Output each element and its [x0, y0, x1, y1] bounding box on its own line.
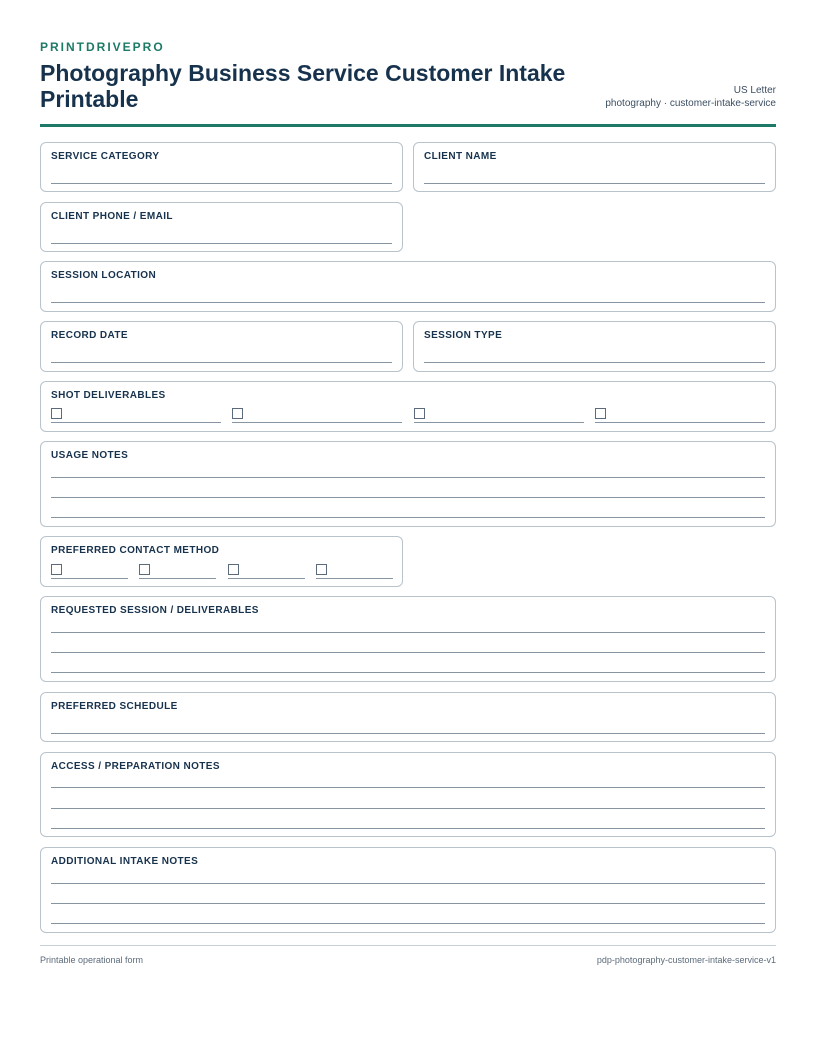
- writing-line[interactable]: [51, 672, 765, 673]
- checkbox[interactable]: [139, 564, 150, 575]
- footer-form-id: pdp-photography-customer-intake-service-v1: [596, 955, 776, 965]
- writing-line[interactable]: [51, 183, 392, 184]
- field-label: PREFERRED CONTACT METHOD: [51, 545, 220, 556]
- preferred-contact-method-field[interactable]: [40, 536, 403, 587]
- usage-notes-field[interactable]: [40, 441, 776, 527]
- checkbox[interactable]: [51, 564, 62, 575]
- checkbox[interactable]: [232, 408, 243, 419]
- client-phone-email-field[interactable]: [40, 202, 403, 252]
- footer-left-text: Printable operational form: [40, 955, 144, 965]
- field-label: PREFERRED SCHEDULE: [51, 701, 178, 712]
- field-label: REQUESTED SESSION / DELIVERABLES: [51, 605, 259, 616]
- additional-intake-notes-field[interactable]: [40, 847, 776, 933]
- writing-line[interactable]: [51, 808, 765, 809]
- page-title: Photography Business Service Customer Intake Printable: [40, 60, 566, 112]
- service-category-field[interactable]: [40, 142, 403, 192]
- checkbox[interactable]: [228, 564, 239, 575]
- field-label: ACCESS / PREPARATION NOTES: [51, 761, 220, 772]
- field-label: RECORD DATE: [51, 330, 128, 341]
- preferred-schedule-field[interactable]: [40, 692, 776, 742]
- writing-line[interactable]: [51, 733, 765, 734]
- field-label: SESSION LOCATION: [51, 270, 157, 281]
- checkbox[interactable]: [595, 408, 606, 419]
- form-page: [40, 40, 776, 127]
- contact-option-1[interactable]: [51, 564, 128, 579]
- page-footer: [40, 945, 776, 965]
- requested-session-deliverables-field[interactable]: [40, 596, 776, 682]
- field-label: CLIENT NAME: [424, 151, 497, 162]
- client-name-field[interactable]: [413, 142, 776, 192]
- deliverable-option-2[interactable]: [232, 408, 402, 423]
- shot-deliverables-field[interactable]: [40, 381, 776, 432]
- header-meta: [605, 84, 776, 110]
- writing-line[interactable]: [51, 923, 765, 924]
- writing-line[interactable]: [51, 883, 765, 884]
- field-label: SESSION TYPE: [424, 330, 503, 341]
- session-location-field[interactable]: [40, 261, 776, 312]
- deliverable-option-4[interactable]: [595, 408, 765, 423]
- writing-line[interactable]: [51, 632, 765, 633]
- contact-option-4[interactable]: [316, 564, 393, 579]
- writing-line[interactable]: [51, 497, 765, 498]
- brand-name: PRINTDRIVEPRO: [40, 40, 165, 54]
- deliverable-option-3[interactable]: [414, 408, 584, 423]
- writing-line[interactable]: [51, 903, 765, 904]
- writing-line[interactable]: [51, 828, 765, 829]
- writing-line[interactable]: [424, 362, 765, 363]
- contact-option-2[interactable]: [139, 564, 216, 579]
- writing-line[interactable]: [51, 477, 765, 478]
- field-label: SHOT DELIVERABLES: [51, 390, 166, 401]
- deliverable-option-1[interactable]: [51, 408, 221, 423]
- writing-line[interactable]: [51, 652, 765, 653]
- paper-size: US Letter: [733, 85, 776, 96]
- contact-option-3[interactable]: [228, 564, 305, 579]
- field-label: CLIENT PHONE / EMAIL: [51, 211, 173, 222]
- form-tags: photography · customer-intake-service: [605, 98, 776, 109]
- form-header: [40, 40, 776, 127]
- writing-line[interactable]: [51, 362, 392, 363]
- access-preparation-notes-field[interactable]: [40, 752, 776, 837]
- writing-line[interactable]: [51, 517, 765, 518]
- writing-line[interactable]: [51, 302, 765, 303]
- checkbox[interactable]: [414, 408, 425, 419]
- checkbox[interactable]: [316, 564, 327, 575]
- field-label: ADDITIONAL INTAKE NOTES: [51, 856, 199, 867]
- writing-line[interactable]: [51, 243, 392, 244]
- field-label: SERVICE CATEGORY: [51, 151, 160, 162]
- field-label: USAGE NOTES: [51, 450, 129, 461]
- writing-line[interactable]: [424, 183, 765, 184]
- session-type-field[interactable]: [413, 321, 776, 372]
- checkbox[interactable]: [51, 408, 62, 419]
- writing-line[interactable]: [51, 787, 765, 788]
- record-date-field[interactable]: [40, 321, 403, 372]
